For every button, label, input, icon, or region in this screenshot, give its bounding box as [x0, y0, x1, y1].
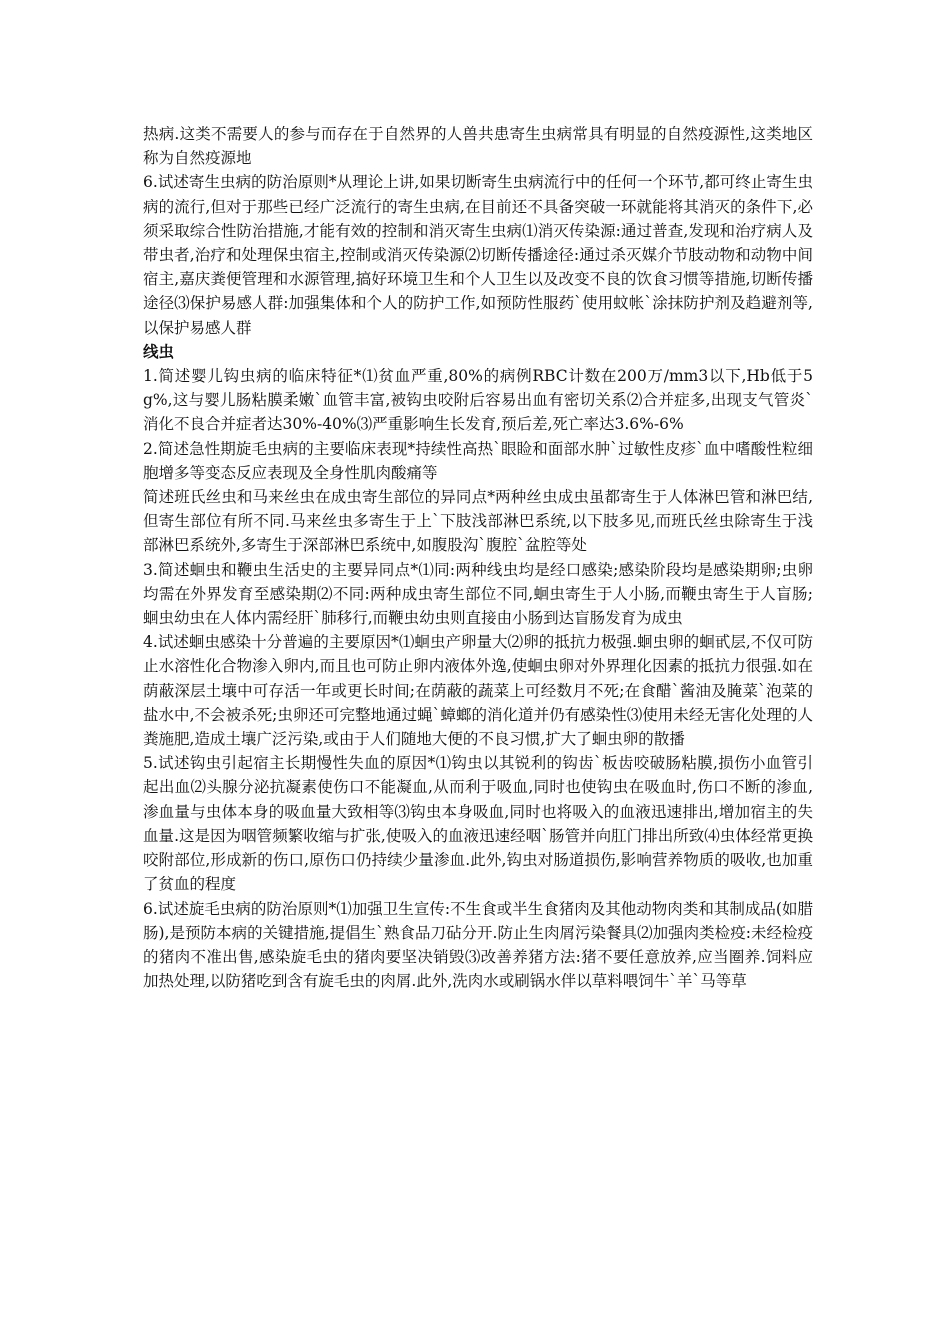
- paragraph-ascaris-prevalence: 4.试述蛔虫感染十分普遍的主要原因*⑴蛔虫产卵量大⑵卵的抵抗力极强.蛔虫卵的蛔甙层,不仅可防止水溶性化合物渗入卵内,而且也可防止卵内液体外逸,使蛔虫卵对外界理化因素的抵抗力很强.如在荫蔽深层土壤中可存活一年或更长时间;在荫蔽的蔬菜上可经数月不死;在食醋`酱油及腌菜`泡菜的盐水中,不会被杀死;虫卵还可完整地通过蝇`蟑螂的消化道并仍有感染性⑶使用未经无害化处理的人粪施肥,造成土壤广泛污染,或由于人们随地大便的不良习惯,扩大了蛔虫卵的散播: [143, 633, 813, 749]
- paragraph-acute-trichinosis: 2.简述急性期旋毛虫病的主要临床表现*持续性高热`眼睑和面部水肿`过敏性皮疹`血中嗜酸性粒细胞增多等变态反应表现及全身性肌肉酸痛等: [143, 439, 813, 482]
- paragraph-natural-focus: 热病.这类不需要人的参与而存在于自然界的人兽共患寄生虫病常具有明显的自然疫源性,这类地区称为自然疫源地: [143, 125, 813, 168]
- paragraph-trichinosis-control: 6.试述旋毛虫病的防治原则*⑴加强卫生宣传:不生食或半生食猪肉及其他动物肉类和其制成品(如腊肠),是预防本病的关键措施,提倡生`熟食品刀砧分开.防止生肉屑污染餐具⑵加强肉类检疫:未经检疫的猪肉不准出售,感染旋毛虫的猪肉要坚决销毁⑶改善养猪方法:猪不要任意放养,应当圈养.饲料应加热处理,以防猪吃到含有旋毛虫的肉屑.此外,洗肉水或刷锅水伴以草料喂饲牛`羊`马等草: [143, 899, 813, 991]
- paragraph-hookworm-blood-loss: 5.试述钩虫引起宿主长期慢性失血的原因*⑴钩虫以其锐利的钩齿`板齿咬破肠粘膜,损伤小血管引起出血⑵头腺分泌抗凝素使伤口不能凝血,从而利于吸血,同时也使钩虫在吸血时,伤口不断的渗血,渗血量与虫体本身的吸血量大致相等⑶钩虫本身吸血,同时也将吸入的血液迅速排出,增加宿主的失血量.这是因为咽管频繁收缩与扩张,使吸入的血液迅速经咽`肠管并向肛门排出所致⑷虫体经常更换咬附部位,形成新的伤口,原伤口仍持续少量渗血.此外,钩虫对肠道损伤,影响营养物质的吸收,也加重了贫血的程度: [143, 754, 813, 894]
- document-page: [143, 122, 813, 993]
- paragraph-infant-hookworm: 1.简述婴儿钩虫病的临床特征*⑴贫血严重,80%的病例RBC计数在200万/mm3以下,Hb低于5g%,这与婴儿肠粘膜柔嫩`血管丰富,被钩虫咬附后容易出血有密切关系⑵合并症多,出现支气管炎`消化不良合并症者达30%-40%⑶严重影响生长发育,预后差,死亡率达3.6%-6%: [143, 367, 813, 434]
- paragraph-filaria-sites: 简述班氏丝虫和马来丝虫在成虫寄生部位的异同点*两种丝虫成虫虽都寄生于人体淋巴管和淋巴结,但寄生部位有所不同.马来丝虫多寄生于上`下肢浅部淋巴系统,以下肢多见,而班氏丝虫除寄生于浅部淋巴系统外,多寄生于深部淋巴系统中,如腹股沟`腹腔`盆腔等处: [143, 488, 813, 555]
- section-heading-nematodes: 线虫: [143, 342, 175, 361]
- paragraph-parasite-control-principles: 6.试述寄生虫病的防治原则*从理论上讲,如果切断寄生虫病流行中的任何一个环节,都可终止寄生虫病的流行,但对于那些已经广泛流行的寄生虫病,在目前还不具备突破一环就能将其消灭的条件下,必须采取综合性防治措施,才能有效的控制和消灭寄生虫病⑴消灭传染源:通过普查,发现和治疗病人及带虫者,治疗和处理保虫宿主,控制或消灭传染源⑵切断传播途径:通过杀灭媒介节肢动物和动物中间宿主,嘉庆粪便管理和水源管理,搞好环境卫生和个人卫生以及改变不良的饮食习惯等措施,切断传播途径⑶保护易感人群:加强集体和个人的防护工作,如预防性服药`使用蚊帐`涂抹防护剂及趋避剂等,以保护易感人群: [143, 173, 813, 337]
- paragraph-ascaris-trichuris: 3.简述蛔虫和鞭虫生活史的主要异同点*⑴同:两种线虫均是经口感染;感染阶段均是感染期卵;虫卵均需在外界发育至感染期⑵不同:两种成虫寄生部位不同,蛔虫寄生于人小肠,而鞭虫寄生于人盲肠;蛔虫幼虫在人体内需经肝`肺移行,而鞭虫幼虫则直接由小肠到达盲肠发育为成虫: [143, 560, 813, 628]
